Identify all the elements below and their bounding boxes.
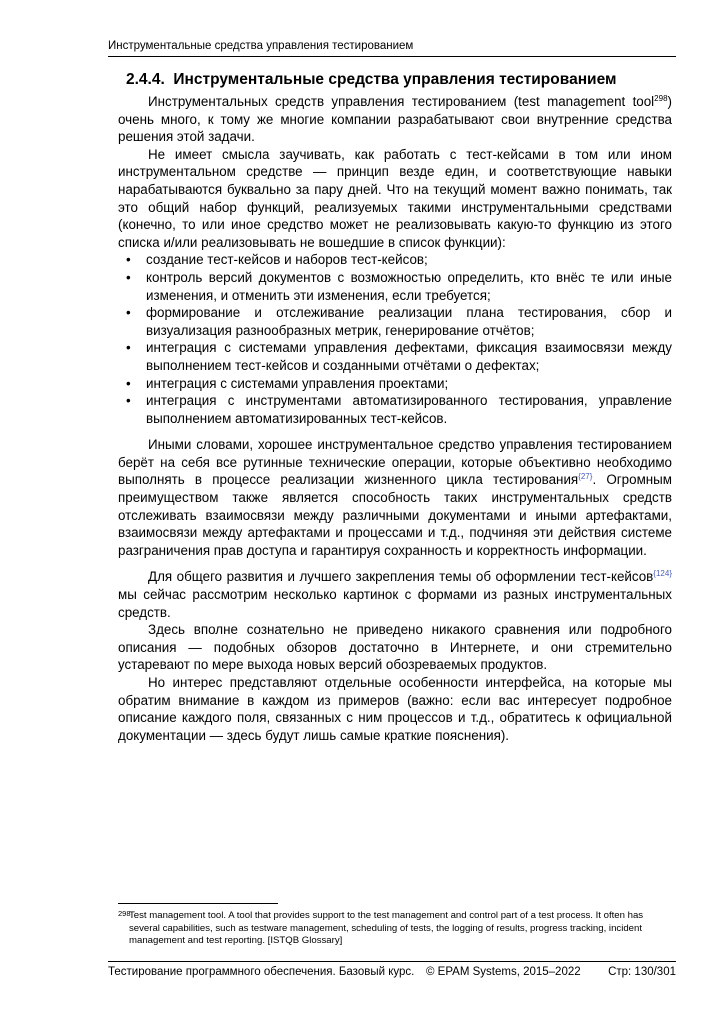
list-item: • формирование и отслеживание реализации плана тестирования, сбор и визуализация разнообразных метрик, генерирование отчётов; [126,305,672,338]
bullet-icon: • [126,305,131,321]
footnote-number: 298 [118,909,131,918]
list-item: • контроль версий документов с возможностью определить, кто внёс те или иные изменения, и отменить эти изменения, если требуется; [126,269,672,303]
bullet-icon: • [126,269,131,285]
paragraph-summary [118,436,672,559]
footnote-divider [118,903,278,904]
paragraph-text: ) очень много, к тому же многие компании разрабатывают свои внутренние средства решения этой задачи. [118,94,672,145]
paragraph-interface: Но интерес представляют отдельные особенности интерфейса, на которые мы обратим внимание в каждом из примеров (важно: если вас интересует подробное описание каждого поля, связанных с ним процессов и т.д., обратитесь к официальной документации — здесь будут лишь самые краткие пояснения). [118,675,672,743]
paragraph-examples [118,568,672,621]
paragraph-intro [118,93,672,146]
footnote-text: Test management tool. A tool that provides support to the test management and control part of a test process. It often has several capabilities, such as testware management, scheduling of tests, the logging of results, progress tracking, incident management and test reporting. [ISTQB Glossary] [129,910,644,946]
paragraph-text: Для общего развития и лучшего закрепления темы об оформлении тест-кейсов [148,569,654,585]
footnote-marker[interactable]: 298 [654,94,668,103]
footer-page-number: Стр: 130/301 [608,966,676,978]
paragraph-functions: Не имеет смысла заучивать, как работать с тест-кейсами в том или ином инструментальном средстве — принцип везде един, и соответствующие навыки нарабатываются буквально за пару дней. Что на текущий момент важно понимать, так это общий набор функций, реализуемых такими инструментальными средствами (конечно, то или иное средство может не реализовывать какую-то функцию из этого списка и/или реализовывать не вошедшие в список функции): [118,146,672,250]
footer-divider [108,961,676,962]
bullet-icon: • [126,252,131,268]
list-item: • интеграция с системами управления дефектами, фиксация взаимосвязи между выполнением тест-кейсов и созданными отчётами о дефектах; [126,340,672,373]
footer-book-title: Тестирование программного обеспечения. Базовый курс. [108,966,415,978]
paragraph-text: Иными словами, хорошее инструментальное средство управления тестированием берёт на себя все рутинные технические операции, которые объективно необходимо выполнять в процессе реализации жизненного цикла тестирования [118,437,672,488]
bullet-icon: • [126,393,131,409]
functions-list [118,251,672,427]
paragraph-text: мы сейчас рассмотрим несколько картинок с формами из разных инструментальных средств. [118,587,672,620]
footnote [118,910,674,948]
list-item: • интеграция с инструментами автоматизированного тестирования, управление выполнением автоматизированных тест-кейсов. [126,393,672,426]
paragraph-text: Инструментальных средств управления тестированием (test management tool [148,94,655,109]
list-item: • создание тест-кейсов и наборов тест-кейсов; [126,252,428,268]
page-content [118,70,672,744]
paragraph-no-comparison: Здесь вполне сознательно не приведено никакого сравнения или подробного описания — подобных обзоров достаточно в Интернете, и они стремительно устаревают по мере выхода новых версий обозреваемых продуктов. [118,622,672,673]
section-number: 2.4.4. [126,71,165,88]
reference-link[interactable]: {124} [653,569,672,579]
paragraph-text: . Огромным преимуществом также является способность таких инструментальных средств отслеживать взаимосвязи между различными документами и иными артефактами, взаимосвязи между артефактами и процессами и т.д., подчиняя эти действия системе разграничения прав доступа и гарантируя сохранность и корректность информации. [118,472,672,558]
section-title: Инструментальные средства управления тестированием [173,71,617,88]
footer-copyright: © EPAM Systems, 2015–2022 [426,966,581,978]
running-header: Инструментальные средства управления тестированием [108,40,414,52]
bullet-icon: • [126,375,131,391]
bullet-icon: • [126,340,131,356]
section-heading [126,70,672,90]
header-divider [108,56,676,57]
list-item: • интеграция с системами управления проектами; [126,375,449,391]
reference-link[interactable]: {27} [578,472,593,482]
